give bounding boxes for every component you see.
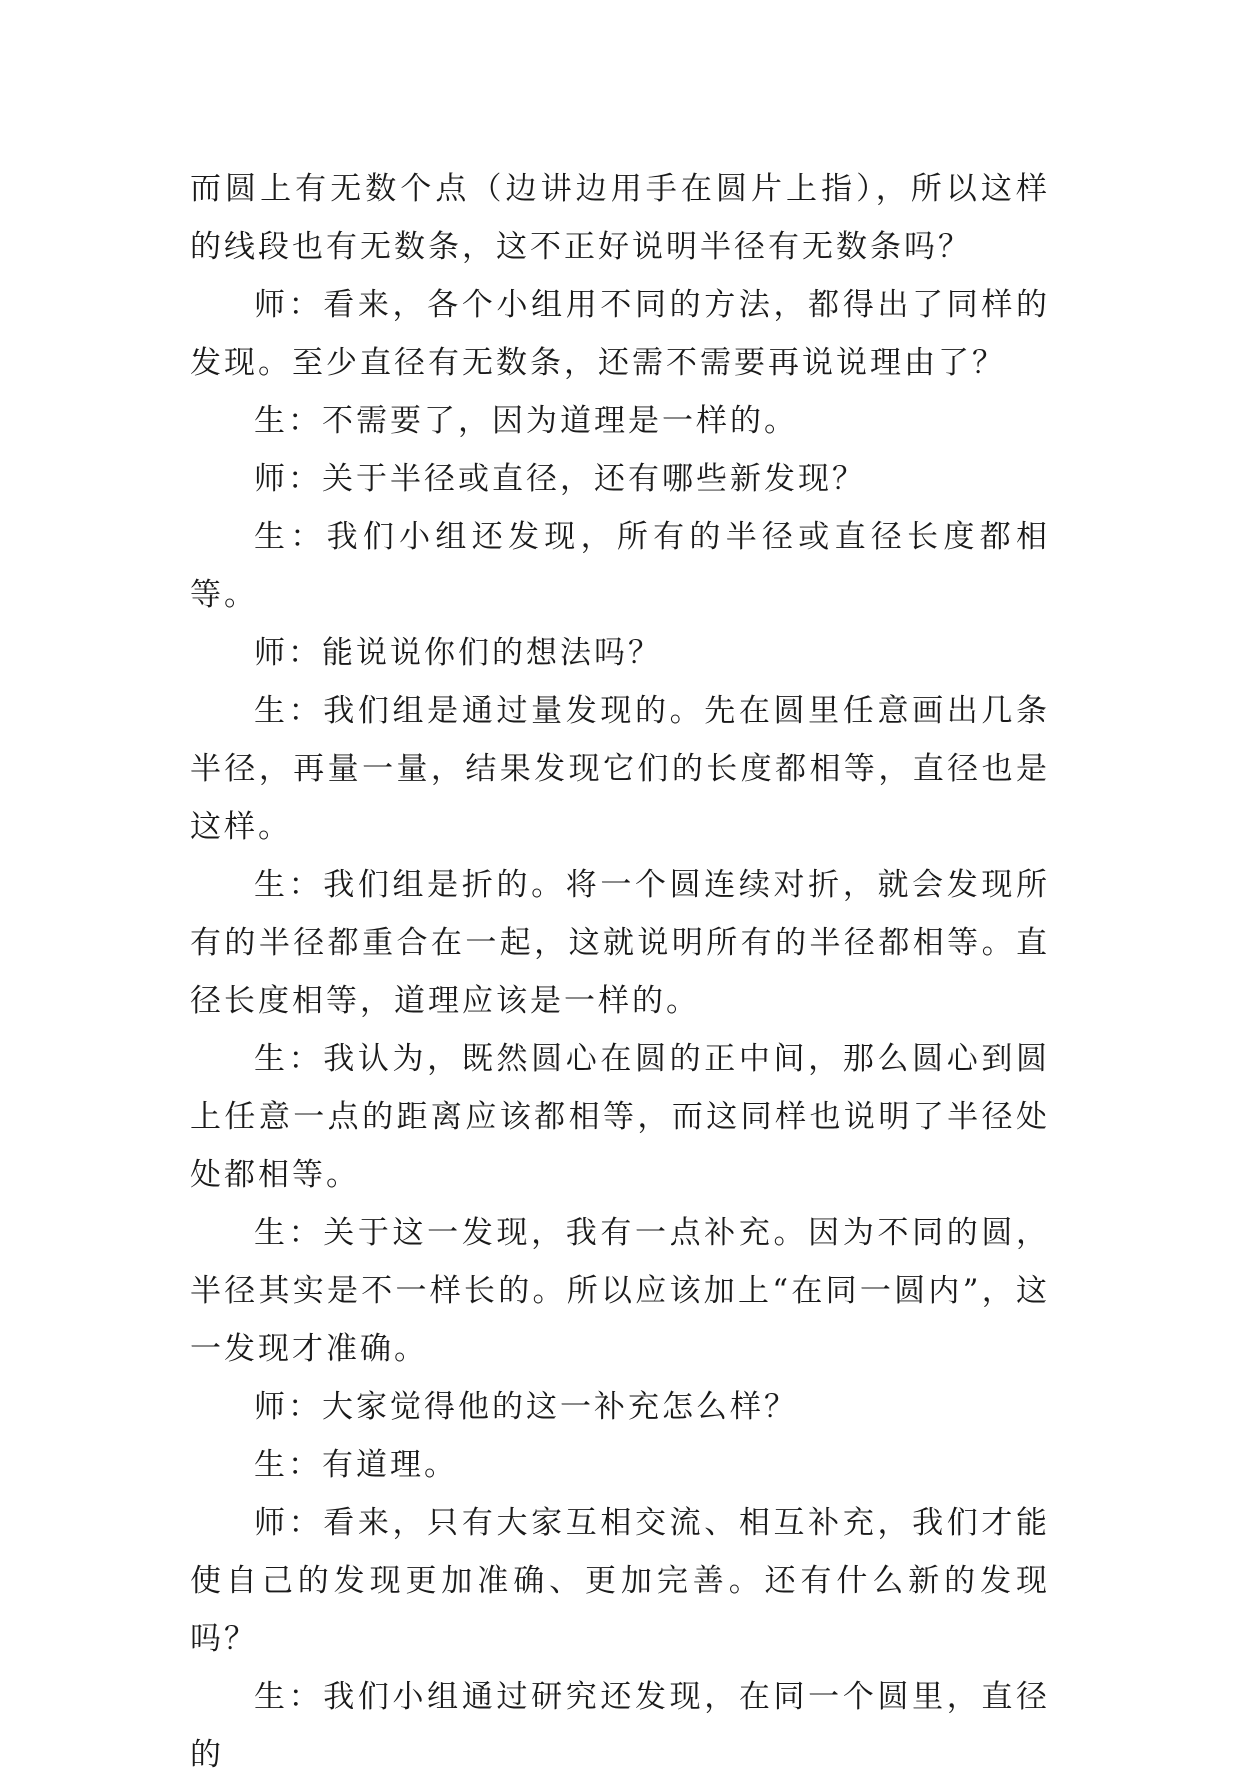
paragraph-2: 师：看来，各个小组用不同的方法，都得出了同样的发现。至少直径有无数条，还需不需要再说说理由了？ <box>190 287 1050 381</box>
paragraph-1: 而圆上有无数个点（边讲边用手在圆片上指），所以这样的线段也有无数条，这不正好说明半径有无数条吗？ <box>190 171 1050 265</box>
paragraph-10: 生：关于这一发现，我有一点补充。因为不同的圆，半径其实是不一样长的。所以应该加上“在同一圆内”，这一发现才准确。 <box>190 1215 1050 1367</box>
paragraph-4: 师：关于半径或直径，还有哪些新发现？ <box>254 461 866 497</box>
paragraph-14: 生：我们小组通过研究还发现，在同一个圆里，直径的 <box>190 1679 1050 1773</box>
document-body <box>190 160 1050 1784</box>
paragraph-12: 生：有道理。 <box>254 1447 458 1483</box>
paragraph-9: 生：我认为，既然圆心在圆的正中间，那么圆心到圆上任意一点的距离应该都相等，而这同样也说明了半径处处都相等。 <box>190 1041 1050 1193</box>
paragraph-5: 生：我们小组还发现，所有的半径或直径长度都相等。 <box>190 519 1050 613</box>
paragraph-3: 生：不需要了，因为道理是一样的。 <box>254 403 798 439</box>
paragraph-11: 师：大家觉得他的这一补充怎么样？ <box>254 1389 798 1425</box>
paragraph-13: 师：看来，只有大家互相交流、相互补充，我们才能使自己的发现更加准确、更加完善。还有什么新的发现吗？ <box>190 1505 1050 1657</box>
paragraph-7: 生：我们组是通过量发现的。先在圆里任意画出几条半径，再量一量，结果发现它们的长度都相等，直径也是这样。 <box>190 693 1050 845</box>
paragraph-8: 生：我们组是折的。将一个圆连续对折，就会发现所有的半径都重合在一起，这就说明所有的半径都相等。直径长度相等，道理应该是一样的。 <box>190 867 1050 1019</box>
paragraph-6: 师：能说说你们的想法吗？ <box>254 635 662 671</box>
